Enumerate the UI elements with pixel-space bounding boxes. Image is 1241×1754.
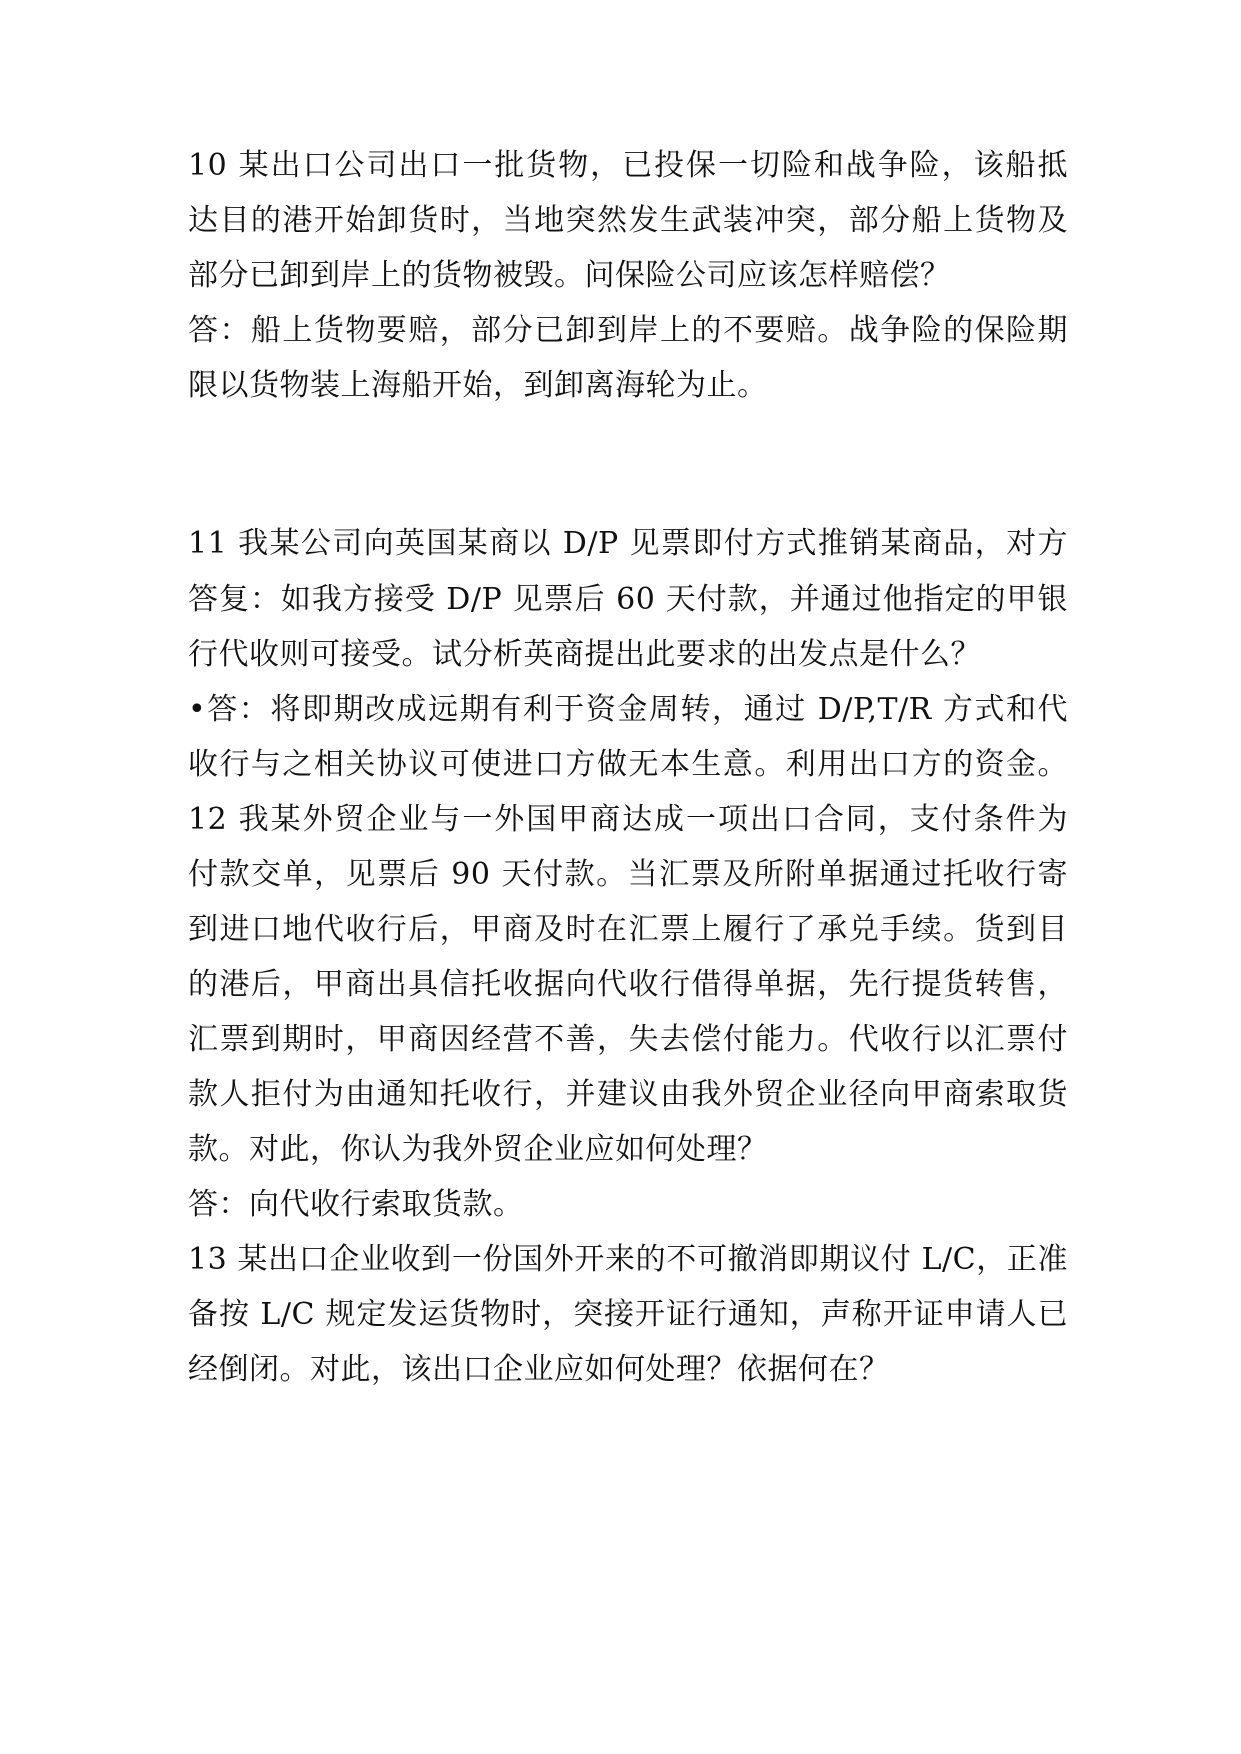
text-line: •答：将即期改成远期有利于资金周转，通过 D/P,T/R 方式和代 — [188, 692, 1068, 727]
text-line: 答：船上货物要赔，部分已卸到岸上的不要赔。战争险的保险期 — [188, 313, 1068, 348]
text-line: 款人拒付为由通知托收行，并建议由我外贸企业径向甲商索取货 — [188, 1077, 1068, 1112]
text-line: 11 我某公司向英国某商以 D/P 见票即付方式推销某商品，对方 — [188, 526, 1068, 561]
text-line: 收行与之相关协议可使进口方做无本生意。利用出口方的资金。 — [188, 747, 1068, 782]
text-line: 付款交单，见票后 90 天付款。当汇票及所附单据通过托收行寄 — [188, 857, 1068, 892]
text-line: 部分已卸到岸上的货物被毁。问保险公司应该怎样赔偿？ — [188, 258, 951, 293]
text-line: 10 某出口公司出口一批货物，已投保一切险和战争险，该船抵 — [188, 148, 1068, 183]
text-line: 12 我某外贸企业与一外国甲商达成一项出口合同，支付条件为 — [188, 802, 1068, 837]
text-line: 13 某出口企业收到一份国外开来的不可撤消即期议付 L/C，正准 — [188, 1242, 1068, 1277]
text-line: 经倒闭。对此，该出口企业应如何处理？依据何在？ — [188, 1352, 890, 1387]
text-line: 限以货物装上海船开始，到卸离海轮为止。 — [188, 368, 768, 403]
text-line: 行代收则可接受。试分析英商提出此要求的出发点是什么？ — [188, 637, 981, 672]
text-line: 备按 L/C 规定发运货物时，突接开证行通知，声称开证申请人已 — [188, 1297, 1068, 1332]
text-line: 款。对此，你认为我外贸企业应如何处理？ — [188, 1132, 768, 1167]
text-line: 答复：如我方接受 D/P 见票后 60 天付款，并通过他指定的甲银 — [188, 582, 1068, 617]
text-line: 答：向代收行索取货款。 — [188, 1187, 524, 1222]
text-line: 的港后，甲商出具信托收据向代收行借得单据，先行提货转售， — [188, 967, 1068, 1002]
text-line: 汇票到期时，甲商因经营不善，失去偿付能力。代收行以汇票付 — [188, 1022, 1068, 1057]
text-line: 到进口地代收行后，甲商及时在汇票上履行了承兑手续。货到目 — [188, 912, 1068, 947]
text-line: 达目的港开始卸货时，当地突然发生武装冲突，部分船上货物及 — [188, 203, 1068, 238]
